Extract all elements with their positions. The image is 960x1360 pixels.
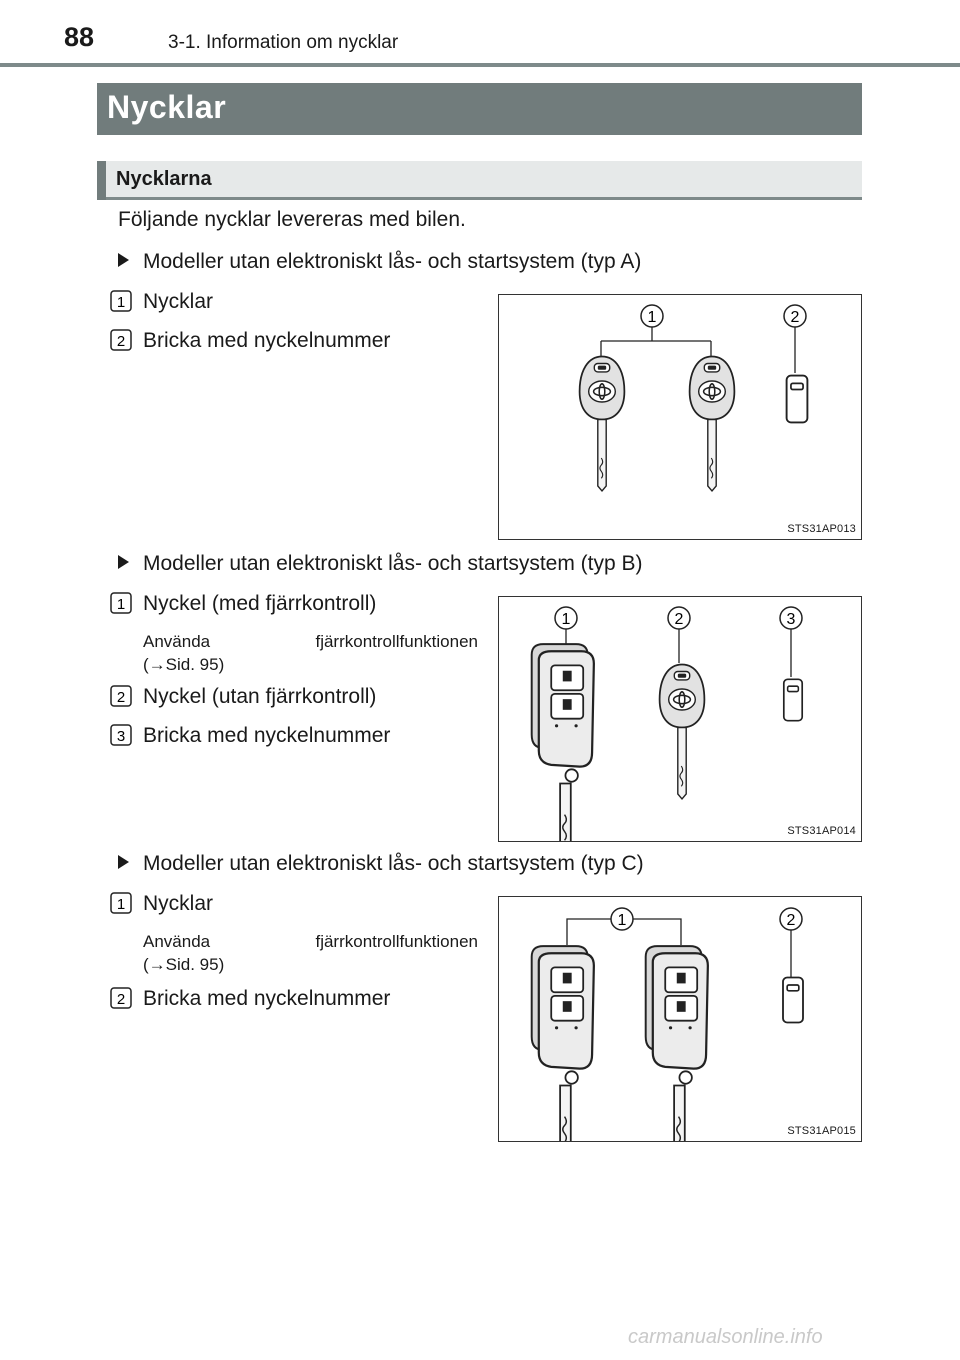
title-bar	[97, 83, 862, 135]
figure-code: STS31AP015	[787, 1125, 856, 1137]
page-number: 88	[64, 22, 95, 52]
number-badge-icon	[110, 592, 132, 614]
svg-text:2: 2	[116, 991, 126, 1008]
svg-text:1: 1	[116, 294, 126, 311]
intro-text: Följande nycklar levereras med bilen.	[118, 208, 466, 231]
figure-keys-type-a	[498, 294, 862, 540]
item-label: Nyckel (med fjärrkontroll)	[143, 592, 377, 615]
svg-text:3: 3	[786, 611, 796, 628]
item-label: Bricka med nyckelnummer	[143, 987, 391, 1010]
watermark: carmanualsonline.info	[628, 1326, 823, 1348]
key-tag-icon	[783, 978, 803, 1023]
note-word: Använda	[143, 932, 211, 951]
remote-key-icon	[532, 644, 594, 841]
number-badge-icon	[110, 329, 132, 351]
note-word: fjärrkontrollfunktionen	[315, 632, 478, 651]
note-word: fjärrkontrollfunktionen	[315, 932, 478, 951]
svg-text:1: 1	[116, 596, 126, 613]
svg-text:1: 1	[561, 611, 571, 628]
figure-keys-type-c	[498, 896, 862, 1142]
svg-text:2: 2	[674, 611, 684, 628]
item-label: Nyckel (utan fjärrkontroll)	[143, 685, 377, 708]
item-note	[143, 930, 478, 976]
key-tag-icon	[784, 679, 802, 720]
svg-text:1: 1	[116, 896, 126, 913]
section-heading-text: Modeller utan elektroniskt lås- och startsystem (typ C)	[143, 852, 644, 875]
header-rule	[0, 63, 960, 67]
key-icon	[580, 357, 625, 491]
item-label: Bricka med nyckelnummer	[143, 329, 391, 352]
figure-code: STS31AP014	[787, 825, 856, 837]
remote-key-icon	[646, 946, 708, 1141]
section-heading-c	[118, 852, 644, 876]
page-title: Nycklar	[107, 89, 227, 125]
svg-text:1: 1	[617, 912, 627, 929]
remote-key-icon	[532, 946, 594, 1141]
figure-keys-type-b	[498, 596, 862, 842]
figure-illustration	[499, 897, 861, 1141]
note-word: Använda	[143, 632, 211, 651]
svg-text:2: 2	[790, 309, 800, 326]
running-head: 3-1. Information om nycklar	[168, 32, 399, 53]
key-icon	[660, 665, 705, 799]
figure-code: STS31AP013	[787, 523, 856, 535]
svg-text:1: 1	[647, 309, 657, 326]
number-badge-icon	[110, 892, 132, 914]
number-badge-icon	[110, 685, 132, 707]
page-reference: (→Sid. 95)	[143, 655, 225, 674]
svg-text:3: 3	[116, 728, 126, 745]
item-label: Bricka med nyckelnummer	[143, 724, 391, 747]
key-tag-icon	[787, 376, 808, 423]
figure-illustration	[499, 597, 861, 841]
subheading-bar	[97, 161, 862, 200]
subheading-accent	[97, 161, 106, 200]
section-heading-text: Modeller utan elektroniskt lås- och startsystem (typ B)	[143, 552, 643, 575]
bullet-triangle-icon	[118, 855, 129, 869]
svg-text:2: 2	[116, 333, 126, 350]
item-label: Nycklar	[143, 290, 214, 313]
subheading: Nycklarna	[116, 168, 212, 190]
number-badge-icon	[110, 724, 132, 746]
number-badge-icon	[110, 290, 132, 312]
section-heading-text: Modeller utan elektroniskt lås- och startsystem (typ A)	[143, 250, 642, 273]
number-badge-icon	[110, 987, 132, 1009]
svg-text:2: 2	[116, 689, 126, 706]
section-heading-a	[118, 250, 641, 274]
item-note	[143, 630, 478, 676]
figure-illustration	[499, 295, 861, 539]
section-heading-b	[118, 552, 643, 576]
svg-text:2: 2	[786, 912, 796, 929]
bullet-triangle-icon	[118, 555, 129, 569]
bullet-triangle-icon	[118, 253, 129, 267]
item-label: Nycklar	[143, 892, 214, 915]
key-icon	[690, 357, 735, 491]
page-reference: (→Sid. 95)	[143, 955, 225, 974]
